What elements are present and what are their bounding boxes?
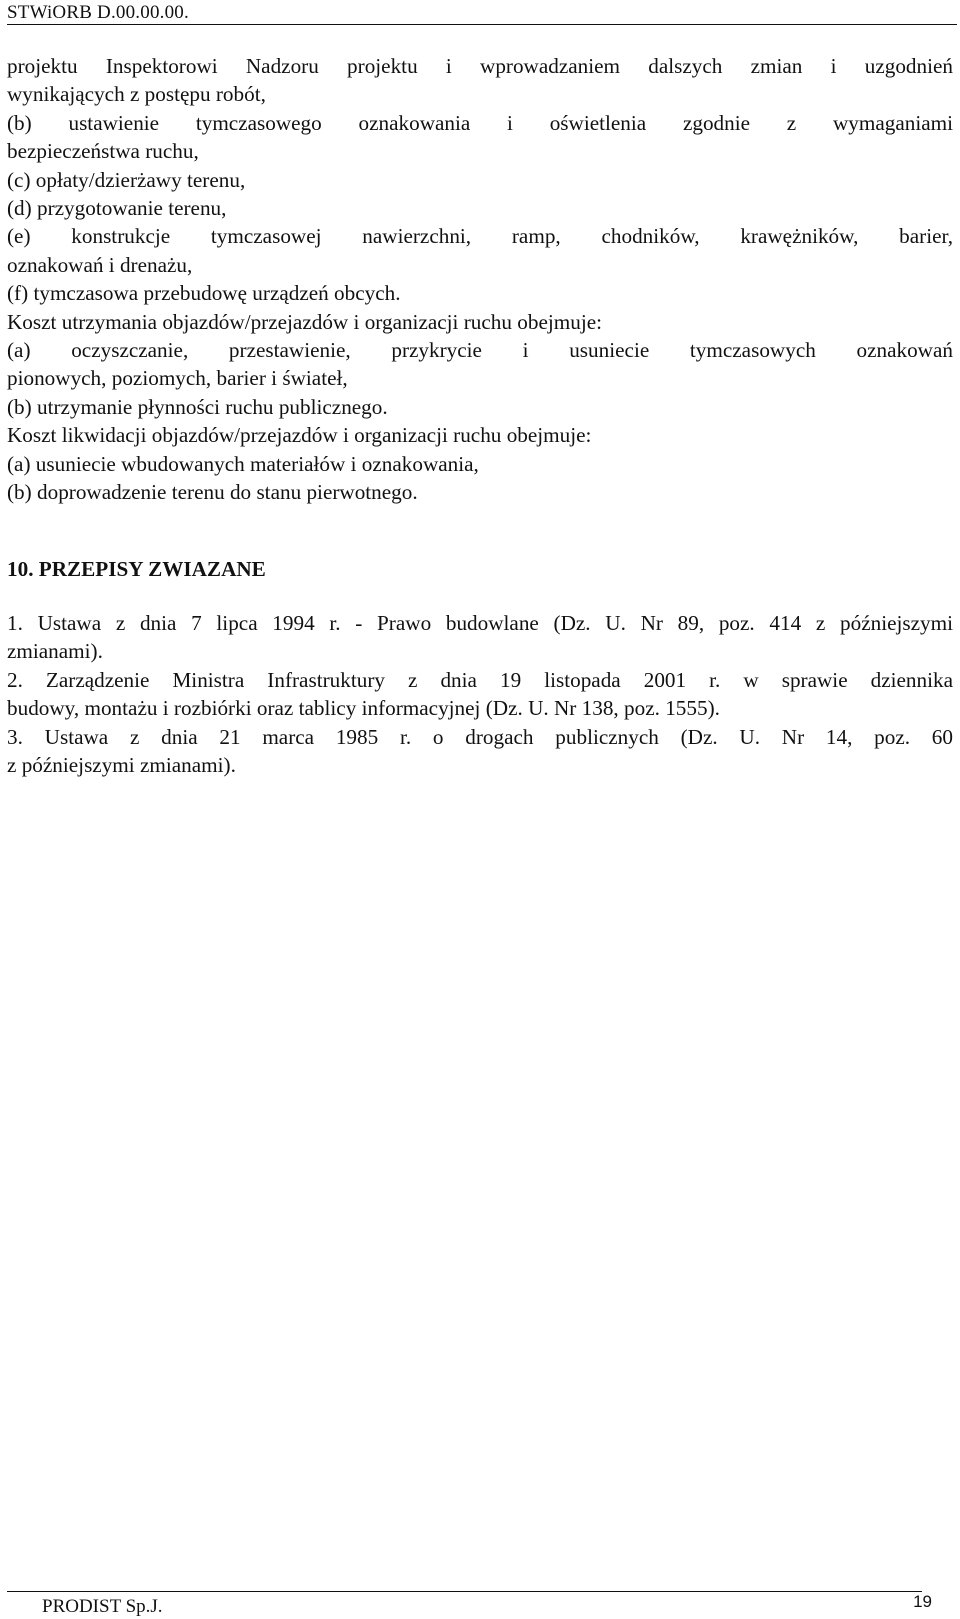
body-line: (e) konstrukcje tymczasowej nawierzchni, ramp, chodników, krawężników, barier, [7,224,953,249]
body-line: oznakowań i drenażu, [7,252,193,277]
document-header-code: STWiORB D.00.00.00. [7,2,189,23]
body-line: (b) utrzymanie płynności ruchu publicznego. [7,394,388,419]
header-divider [7,24,957,25]
body-line: projektu Inspektorowi Nadzoru projektu i wprowadzaniem dalszych zmian i uzgodnień [7,54,953,78]
regulation-line: 2. Zarządzenie Ministra Infrastruktury z dnia 19 listopada 2001 r. w sprawie dziennika [7,667,953,692]
footer-divider [7,1591,922,1592]
body-line: (a) usuniecie wbudowanych materiałów i oznakowania, [7,451,479,476]
regulation-line: zmianami). [7,639,103,664]
paragraph-spacer [7,507,953,555]
body-line: Koszt utrzymania objazdów/przejazdów i organizacji ruchu obejmuje: [7,309,602,334]
regulation-line: z późniejszymi zmianami). [7,752,236,777]
body-line: pionowych, poziomych, barier i świateł, [7,366,348,391]
body-line: (d) przygotowanie terenu, [7,196,227,221]
regulation-line: 1. Ustawa z dnia 7 lipca 1994 r. - Prawo budowlane (Dz. U. Nr 89, poz. 414 z późniejszymi [7,610,953,635]
regulation-line: budowy, montażu i rozbiórki oraz tablicy informacyjnej (Dz. U. Nr 138, poz. 1555). [7,696,720,721]
body-line: (b) doprowadzenie terenu do stanu pierwotnego. [7,480,418,505]
body-line: wynikających z postępu robót, [7,82,266,107]
regulation-line: 3. Ustawa z dnia 21 marca 1985 r. o drogach publicznych (Dz. U. Nr 14, poz. 60 [7,724,953,749]
body-line: Koszt likwidacji objazdów/przejazdów i organizacji ruchu obejmuje: [7,423,592,448]
body-line: (f) tymczasowa przebudowę urządzeń obcych. [7,281,401,306]
document-body [7,52,953,779]
paragraph-spacer [7,583,953,609]
page-number: 19 [913,1592,932,1611]
footer-company-name: PRODIST Sp.J. [42,1596,163,1617]
body-line: (b) ustawienie tymczasowego oznakowania i oświetlenia zgodnie z wymaganiami [7,110,953,135]
body-line: (c) opłaty/dzierżawy terenu, [7,167,246,192]
body-line: (a) oczyszczanie, przestawienie, przykrycie i usuniecie tymczasowych oznakowań [7,338,953,363]
body-line: bezpieczeństwa ruchu, [7,139,199,164]
section-heading: 10. PRZEPISY ZWIAZANE [7,556,266,581]
